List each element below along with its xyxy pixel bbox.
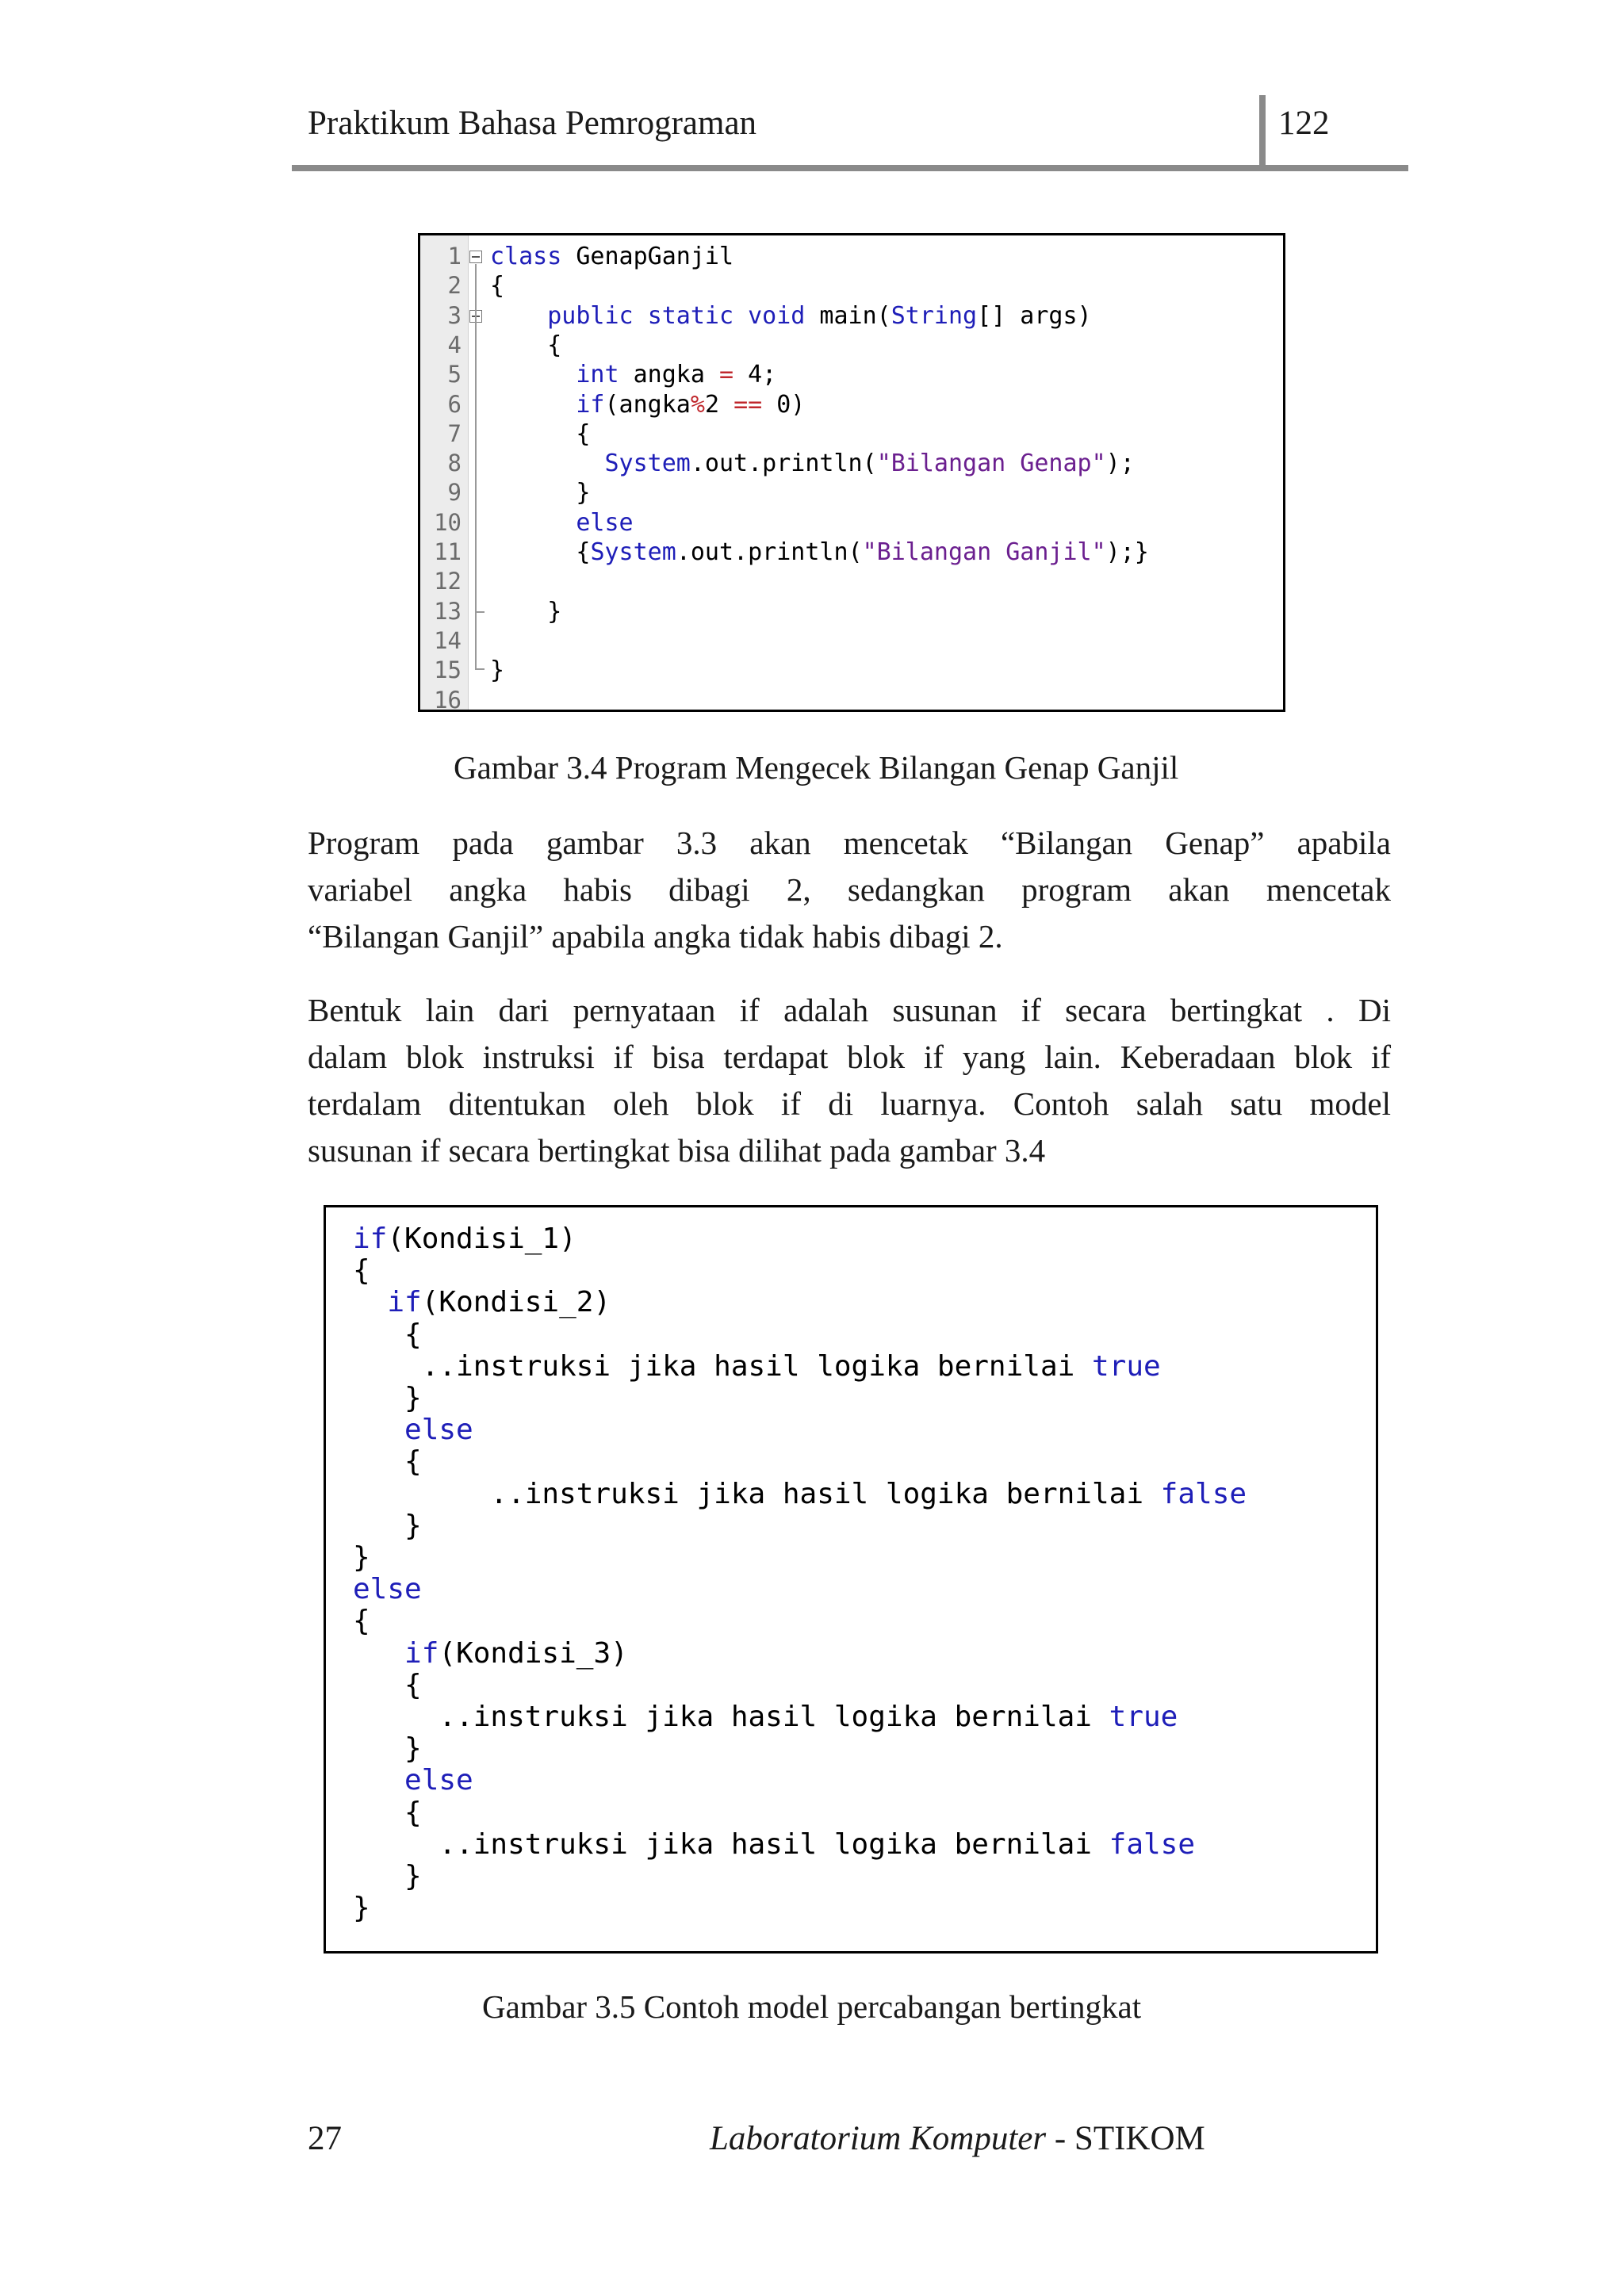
line-number: 6 — [447, 390, 462, 418]
code-text — [490, 450, 605, 477]
code-operator: == — [733, 390, 763, 419]
code-text: [] args) — [977, 301, 1092, 330]
line-number: 12 — [434, 568, 462, 595]
code-text: { — [490, 331, 562, 359]
code-line — [353, 1319, 422, 1351]
code-text: } — [490, 479, 591, 507]
code-line — [490, 538, 1149, 567]
code-line — [353, 1765, 473, 1797]
code-text: 2 — [704, 390, 734, 419]
code-line — [353, 1733, 422, 1765]
code-line — [490, 390, 805, 419]
line-number: 14 — [434, 626, 462, 654]
paragraph-line: terdalam ditentukan oleh blok if di luarnya. Contoh salah satu model — [308, 1085, 1391, 1122]
code-line — [490, 597, 561, 626]
code-text: { — [490, 419, 591, 448]
code-keyword: class — [490, 243, 562, 270]
code-keyword: if — [404, 1636, 439, 1670]
code-line — [353, 1797, 422, 1829]
code-line — [353, 1542, 370, 1574]
header-vertical-divider — [1259, 95, 1266, 170]
code-text: { — [490, 272, 505, 300]
code-text: } — [353, 1541, 370, 1574]
code-text: (Kondisi_2) — [421, 1286, 611, 1319]
running-header-title: Praktikum Bahasa Pemrograman — [308, 105, 757, 142]
line-number: 4 — [447, 331, 462, 358]
paragraph-line: dalam blok instruksi if bisa terdapat blok if yang lain. Keberadaan blok if — [308, 1039, 1391, 1075]
code-text: (Kondisi_1) — [387, 1223, 576, 1255]
code-line — [353, 1605, 370, 1637]
paragraph-line: Program pada gambar 3.3 akan mencetak “Bilangan Genap” apabila — [308, 825, 1391, 861]
code-keyword: String — [891, 301, 978, 330]
code-line — [353, 1383, 422, 1414]
code-keyword: else — [576, 508, 634, 537]
code-line — [353, 1510, 422, 1542]
footer-lab-name: Laboratorium Komputer — [710, 2120, 1047, 2157]
code-line — [490, 301, 1092, 331]
code-text — [634, 302, 648, 330]
code-line — [353, 1479, 1247, 1510]
code-line — [353, 1638, 628, 1670]
code-text: { — [353, 1605, 370, 1638]
code-keyword: else — [404, 1414, 473, 1447]
paragraph-line: “Bilangan Ganjil” apabila angka tidak habis dibagi 2. — [308, 918, 1003, 955]
fold-guide-end — [475, 611, 485, 613]
code-keyword: false — [1109, 1827, 1196, 1861]
code-figure-nested-if — [324, 1205, 1378, 1954]
code-line — [490, 271, 504, 300]
line-number: 13 — [434, 597, 462, 625]
code-text: } — [353, 1860, 422, 1892]
line-number: 11 — [434, 538, 462, 565]
code-text: angka — [619, 361, 719, 389]
code-line — [490, 656, 504, 685]
header-divider — [292, 165, 1408, 171]
line-number: 7 — [447, 419, 462, 447]
code-line — [490, 449, 1135, 478]
code-keyword: false — [1160, 1477, 1247, 1510]
code-line — [490, 360, 776, 389]
code-text: } — [490, 656, 505, 685]
code-text: { — [353, 1445, 422, 1479]
code-string: "Bilangan Ganjil" — [862, 538, 1106, 566]
code-text: .out.println( — [676, 538, 863, 566]
code-text: ..instruksi jika hasil logika bernilai — [353, 1827, 1109, 1861]
code-keyword: static — [647, 301, 734, 330]
code-text — [353, 1637, 404, 1670]
code-keyword: true — [1091, 1349, 1161, 1383]
code-text: } — [353, 1732, 422, 1766]
code-text: 0) — [762, 390, 806, 419]
code-line — [353, 1446, 422, 1478]
code-line — [490, 331, 561, 360]
code-text: { — [353, 1796, 422, 1829]
code-keyword: System — [590, 538, 676, 566]
code-text — [733, 302, 748, 330]
code-keyword: void — [748, 301, 806, 330]
code-text: (Kondisi_3) — [439, 1636, 628, 1670]
code-text — [490, 361, 576, 388]
code-text: .out.println( — [690, 450, 877, 478]
code-line — [353, 1287, 611, 1318]
code-text: } — [490, 597, 562, 626]
figure-caption-3-4: Gambar 3.4 Program Mengecek Bilangan Genap Ganjil — [454, 749, 1179, 786]
code-text: ..instruksi jika hasil logika bernilai — [353, 1701, 1109, 1733]
line-number: 9 — [447, 479, 462, 507]
code-text: GenapGanjil — [561, 243, 734, 270]
code-line — [490, 419, 590, 449]
code-text — [490, 391, 576, 419]
fold-guide-end — [475, 668, 485, 670]
code-text: { — [353, 1318, 422, 1351]
line-number: 3 — [447, 301, 462, 329]
code-line — [353, 1892, 370, 1924]
fold-collapse-icon — [469, 251, 482, 263]
code-text — [353, 1414, 404, 1446]
code-line — [353, 1829, 1195, 1861]
footer-lab-credit — [710, 2117, 1205, 2161]
code-line — [353, 1223, 576, 1255]
footer-page-number: 27 — [308, 2120, 342, 2157]
paragraph-line: Bentuk lain dari pernyataan if adalah susunan if secara bertingkat . Di — [308, 992, 1391, 1028]
code-text: { — [490, 538, 591, 566]
line-number: 5 — [447, 361, 462, 388]
code-keyword: if — [387, 1286, 422, 1319]
code-keyword: public — [547, 301, 634, 330]
code-line — [490, 242, 733, 271]
code-text: 4; — [733, 361, 777, 389]
code-text: ..instruksi jika hasil logika bernilai — [353, 1477, 1161, 1510]
code-figure-genap-ganjil — [418, 233, 1285, 712]
code-line — [353, 1574, 422, 1605]
code-keyword: int — [576, 361, 619, 389]
code-keyword: if — [576, 390, 605, 419]
code-keyword: System — [604, 450, 691, 478]
code-text: (angka — [604, 390, 691, 419]
code-operator: % — [690, 390, 705, 419]
line-number: 10 — [434, 508, 462, 536]
code-text — [353, 1286, 387, 1318]
line-number: 16 — [434, 686, 462, 712]
footer-separator: - — [1046, 2120, 1074, 2157]
code-line — [353, 1670, 422, 1701]
code-text: } — [353, 1509, 422, 1542]
footer-institution: STIKOM — [1074, 2120, 1205, 2157]
code-text: ); — [1105, 450, 1135, 478]
line-number: 2 — [447, 272, 462, 300]
code-text: main( — [805, 301, 891, 330]
paragraph-line: variabel angka habis dibagi 2, sedangkan program akan mencetak — [308, 871, 1391, 908]
paragraph-nested-if — [308, 987, 1391, 1174]
code-string: "Bilangan Genap" — [876, 450, 1106, 478]
code-text: );} — [1105, 538, 1149, 566]
paragraph-line: susunan if secara bertingkat bisa dilihat pada gambar 3.4 — [308, 1132, 1046, 1169]
code-line — [490, 508, 634, 538]
header-page-number: 122 — [1278, 105, 1330, 142]
line-number: 1 — [447, 243, 462, 270]
code-keyword: else — [404, 1764, 473, 1797]
line-number: 15 — [434, 656, 462, 684]
code-line — [490, 478, 590, 507]
code-keyword: else — [353, 1573, 422, 1606]
code-keyword: true — [1109, 1701, 1178, 1733]
code-keyword: if — [353, 1223, 388, 1255]
code-text — [353, 1764, 404, 1797]
code-operator: = — [719, 361, 734, 389]
code-line — [353, 1351, 1161, 1383]
code-line — [353, 1701, 1178, 1733]
code-text: } — [353, 1382, 422, 1414]
code-text: } — [353, 1892, 370, 1925]
code-line — [353, 1861, 422, 1892]
code-line — [353, 1414, 473, 1446]
code-text — [490, 302, 547, 330]
line-number: 8 — [447, 450, 462, 477]
code-text: { — [353, 1668, 422, 1701]
code-text: ..instruksi jika hasil logika bernilai — [353, 1349, 1092, 1383]
fold-guide-line — [475, 264, 477, 668]
paragraph-explanation — [308, 820, 1391, 960]
code-text — [490, 509, 576, 537]
code-text: { — [353, 1254, 370, 1288]
figure-caption-3-5: Gambar 3.5 Contoh model percabangan bertingkat — [482, 1988, 1142, 2025]
code-line — [353, 1255, 370, 1287]
